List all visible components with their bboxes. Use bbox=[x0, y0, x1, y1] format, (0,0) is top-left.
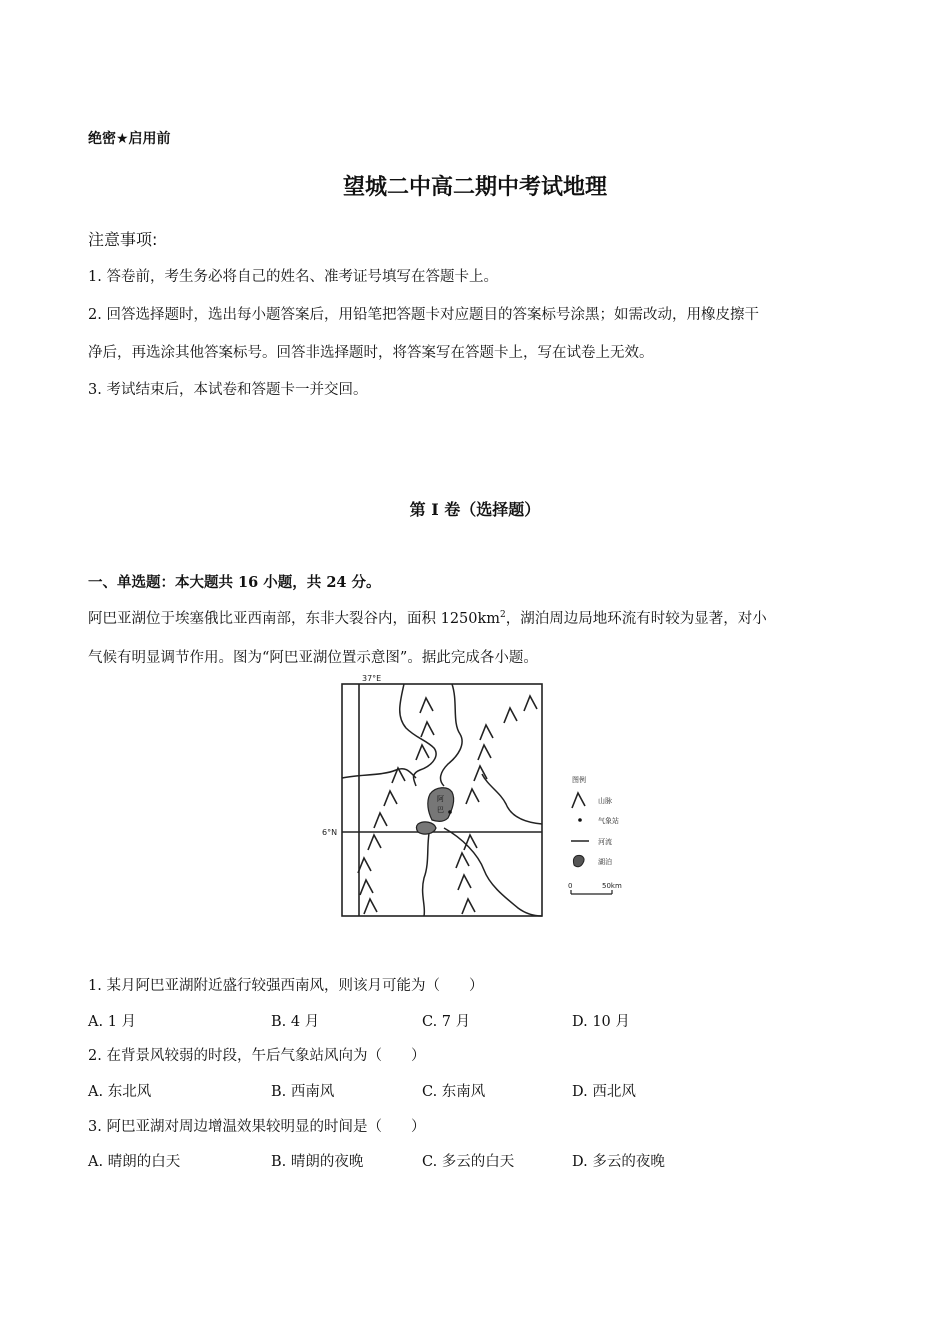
legend-title: 图例 bbox=[572, 776, 586, 784]
longitude-label: 37°E bbox=[362, 674, 382, 683]
notice-item-2: 2. 回答选择题时，选出每小题答案后，用铅笔把答题卡对应题目的答案标号涂黑；如需改动，用橡皮擦干 bbox=[88, 307, 759, 323]
river-southeast bbox=[444, 828, 542, 916]
question-1-option-b: B. 4 月 bbox=[271, 1014, 320, 1030]
question-3-option-a: A. 晴朗的白天 bbox=[88, 1154, 181, 1170]
legend-mountain-icon bbox=[572, 793, 585, 808]
question-3-option-d: D. 多云的夜晚 bbox=[572, 1154, 665, 1170]
intro-line-1 bbox=[88, 607, 767, 628]
question-3-stem: 3. 阿巴亚湖对周边增温效果较明显的时间是（ ） bbox=[88, 1119, 426, 1135]
question-3-option-c: C. 多云的白天 bbox=[422, 1154, 515, 1170]
legend-river-label: 河流 bbox=[598, 838, 612, 846]
question-2-option-a: A. 东北风 bbox=[88, 1084, 152, 1100]
part-title: 一、单选题：本大题共 16 小题，共 24 分。 bbox=[88, 574, 381, 591]
map-legend bbox=[568, 775, 622, 894]
legend-lake-icon bbox=[573, 855, 584, 866]
lake-abaya bbox=[428, 788, 454, 822]
question-3-option-b: B. 晴朗的夜晚 bbox=[271, 1154, 364, 1170]
legend-station-label: 气象站 bbox=[598, 817, 619, 825]
section-title: 第 I 卷（选择题） bbox=[409, 500, 541, 519]
notice-item-2-cont: 净后，再选涂其他答案标号。回答非选择题时，将答案写在答题卡上，写在试卷上无效。 bbox=[88, 345, 654, 361]
notice-item-3: 3. 考试结束后，本试卷和答题卡一并交回。 bbox=[88, 382, 368, 398]
question-2-stem: 2. 在背景风较弱的时段，午后气象站风向为（ ） bbox=[88, 1048, 426, 1064]
question-2-option-b: B. 西南风 bbox=[271, 1084, 335, 1100]
question-1-option-a: A. 1 月 bbox=[88, 1014, 137, 1030]
weather-station bbox=[448, 810, 452, 814]
notice-item-1: 1. 答卷前，考生务必将自己的姓名、准考证号填写在答题卡上。 bbox=[88, 269, 498, 285]
legend-scale-start: 0 bbox=[568, 882, 573, 890]
latitude-label: 6°N bbox=[322, 828, 338, 837]
river-north bbox=[400, 684, 436, 786]
question-1-option-d: D. 10 月 bbox=[572, 1014, 630, 1030]
page-title: 望城二中高二期中考试地理 bbox=[342, 175, 607, 200]
river-west bbox=[342, 769, 416, 778]
legend-scale-end: 50km bbox=[602, 882, 622, 890]
legend-mountain-label: 山脉 bbox=[598, 797, 612, 805]
question-1-option-c: C. 7 月 bbox=[422, 1014, 471, 1030]
lake-label-2: 巴 bbox=[437, 806, 444, 814]
confidential-label: 绝密★启用前 bbox=[88, 131, 171, 147]
question-1-stem: 1. 某月阿巴亚湖附近盛行较强西南风，则该月可能为（ ） bbox=[88, 978, 484, 994]
lake-label-1: 阿 bbox=[437, 795, 444, 803]
intro-line-1-a: 阿巴亚湖位于埃塞俄比亚西南部，东非大裂谷内，面积 1250km bbox=[88, 611, 501, 627]
legend-station-icon bbox=[578, 818, 582, 822]
intro-line-1-b: ，湖泊周边局地环流有时较为显著，对小 bbox=[505, 611, 767, 627]
river-northeast bbox=[441, 684, 463, 786]
intro-superscript: 2 bbox=[500, 610, 506, 621]
lake-south bbox=[417, 822, 437, 834]
river-east bbox=[482, 774, 542, 824]
legend-lake-label: 湖泊 bbox=[598, 858, 612, 866]
question-2-option-c: C. 东南风 bbox=[422, 1084, 486, 1100]
lake-location-map bbox=[322, 672, 640, 924]
river-south bbox=[423, 828, 430, 916]
intro-line-2: 气候有明显调节作用。图为“阿巴亚湖位置示意图”。据此完成各小题。 bbox=[88, 650, 538, 666]
question-2-option-d: D. 西北风 bbox=[572, 1084, 636, 1100]
notice-heading: 注意事项: bbox=[88, 230, 158, 249]
